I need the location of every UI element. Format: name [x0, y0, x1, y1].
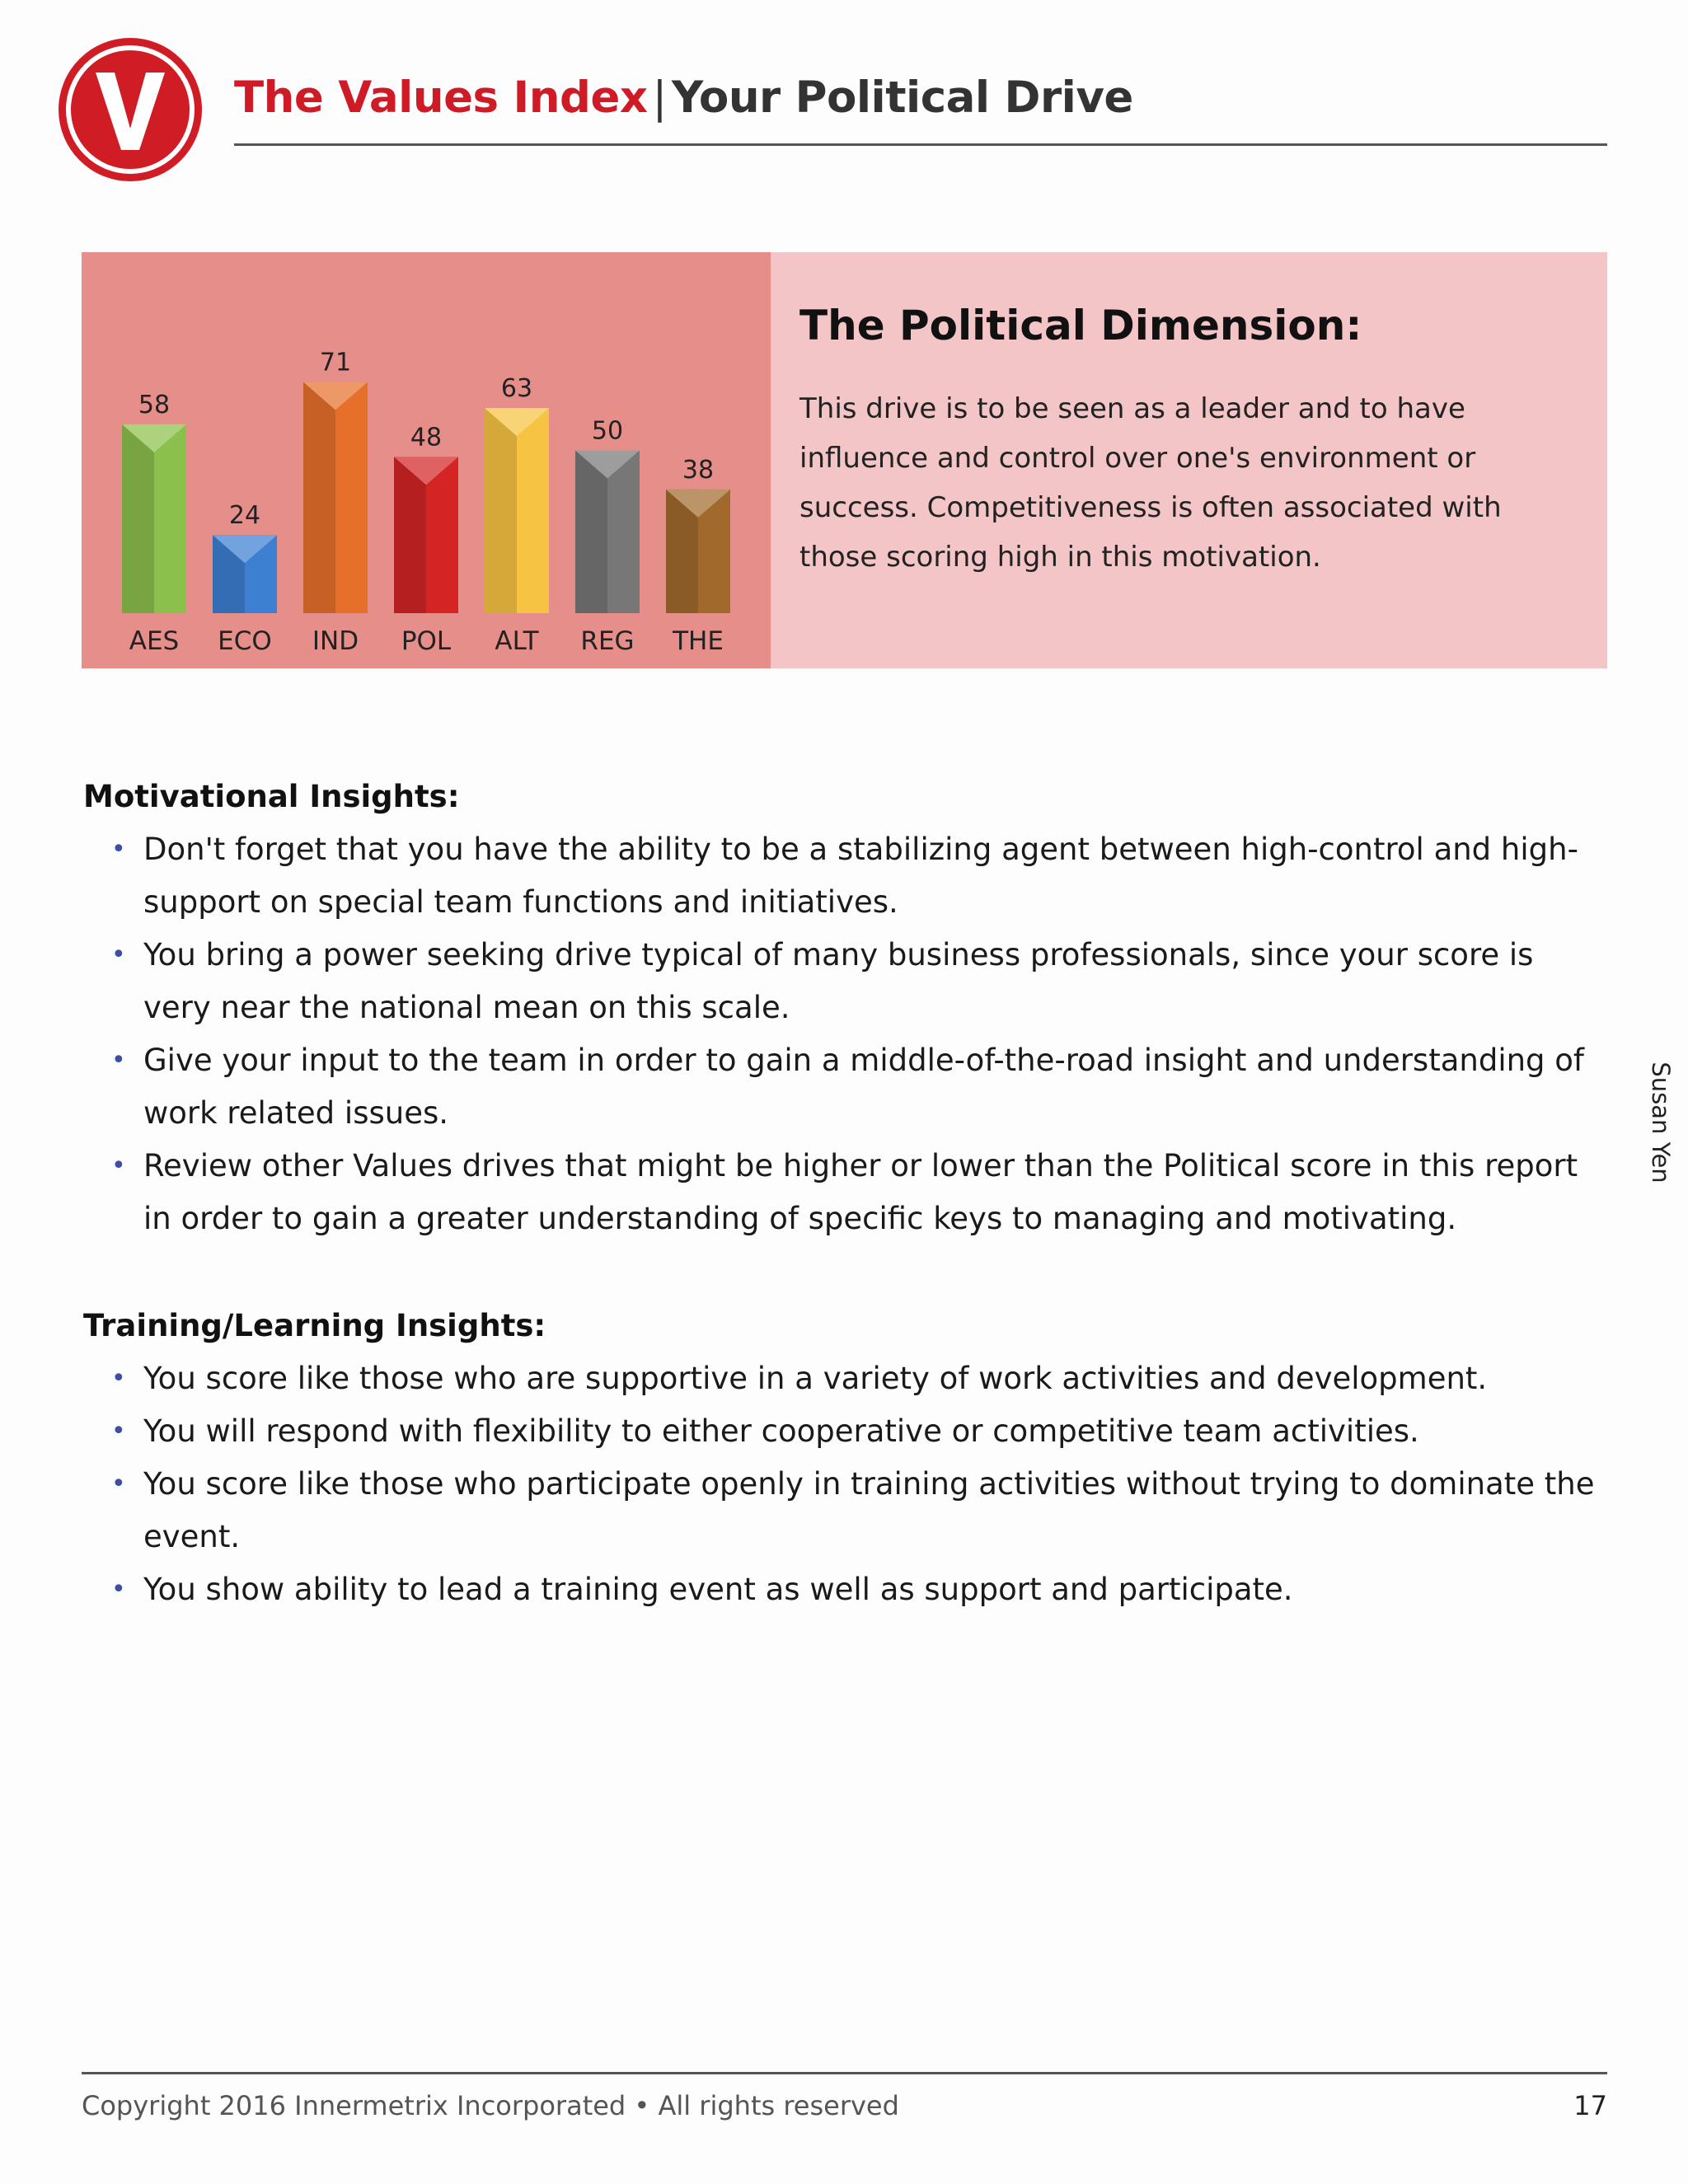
footer-copyright: Copyright 2016 Innermetrix Incorporated • All rights reserved: [82, 2090, 899, 2121]
list-item: • Don't forget that you have the ability to be a stabilizing agent between high-control and high-support on special team functions and initiatives.: [83, 823, 1608, 929]
bullet: •: [111, 1469, 126, 1498]
motivational-list: [83, 823, 1608, 1245]
title-separator: |: [652, 73, 667, 123]
bar-eco: [213, 535, 277, 613]
bullet: •: [111, 1151, 126, 1180]
list-item: • You score like those who participate openly in training activities without trying to dominate the event.: [83, 1458, 1608, 1563]
value-label-eco: 24: [228, 501, 261, 531]
bullet: •: [111, 1364, 126, 1393]
list-item: • You will respond with flexibility to either cooperative or competitive team activities.: [83, 1405, 1608, 1458]
header-divider: [234, 143, 1607, 146]
list-item: • Give your input to the team in order to gain a middle-of-the-road insight and understanding of work related issues.: [83, 1034, 1608, 1140]
bar-alt: [485, 408, 549, 613]
political-dimension-panel: [82, 252, 1607, 668]
motivational-heading: Motivational Insights:: [83, 779, 460, 814]
bullet: •: [111, 940, 126, 969]
category-label-the: THE: [673, 626, 724, 656]
bullet: •: [111, 1575, 126, 1604]
values-index-logo: [57, 36, 204, 183]
respondent-name: Susan Yen: [1647, 1062, 1675, 1183]
list-item: • You score like those who are supportive in a variety of work activities and development.: [83, 1352, 1608, 1405]
bar-ind: [303, 382, 368, 613]
dimension-description: This drive is to be seen as a leader and to have influence and control over one's environment or success. Competitiveness is often associated with those scoring high in this motivation.: [799, 392, 1502, 574]
value-label-ind: 71: [319, 348, 352, 377]
training-list: [83, 1352, 1608, 1616]
motivational-insights: [83, 771, 1608, 1245]
training-insights: [83, 1300, 1608, 1616]
dimension-description-panel: [771, 252, 1607, 668]
section-title: Your Political Drive: [671, 73, 1133, 123]
bar-the: [666, 490, 730, 613]
dimension-title: The Political Dimension:: [799, 302, 1362, 349]
training-heading: Training/Learning Insights:: [83, 1308, 546, 1343]
category-label-eco: ECO: [218, 626, 272, 656]
values-bar-chart: [82, 252, 771, 668]
bar-pol: [394, 457, 458, 613]
bar-reg: [575, 451, 640, 614]
value-label-the: 38: [682, 455, 715, 485]
list-item: • You bring a power seeking drive typical of many business professionals, since your score is very near the national mean on this scale.: [83, 929, 1608, 1034]
value-label-reg: 50: [591, 416, 624, 446]
category-label-aes: AES: [129, 626, 180, 656]
value-label-aes: 58: [138, 390, 171, 419]
page-title: [234, 73, 1133, 123]
category-label-pol: POL: [401, 626, 452, 656]
respondent-name-sidebar: [1644, 1057, 1677, 1188]
brand-title: The Values Index: [234, 73, 648, 123]
category-label-reg: REG: [580, 626, 635, 656]
values-chart-panel: [82, 252, 771, 668]
list-item: • You show ability to lead a training event as well as support and participate.: [83, 1563, 1608, 1616]
footer-divider: [82, 2072, 1607, 2074]
list-item: • Review other Values drives that might be higher or lower than the Political score in this report in order to gain a greater understanding of specific keys to managing and motivating.: [83, 1140, 1608, 1245]
value-label-alt: 63: [500, 374, 533, 404]
page-number: 17: [1573, 2090, 1607, 2121]
bullet: •: [111, 835, 126, 864]
value-label-pol: 48: [410, 423, 443, 452]
category-label-ind: IND: [312, 626, 359, 656]
category-label-alt: ALT: [495, 626, 539, 656]
bar-aes: [122, 424, 186, 613]
bullet: •: [111, 1417, 126, 1446]
bullet: •: [111, 1046, 126, 1075]
